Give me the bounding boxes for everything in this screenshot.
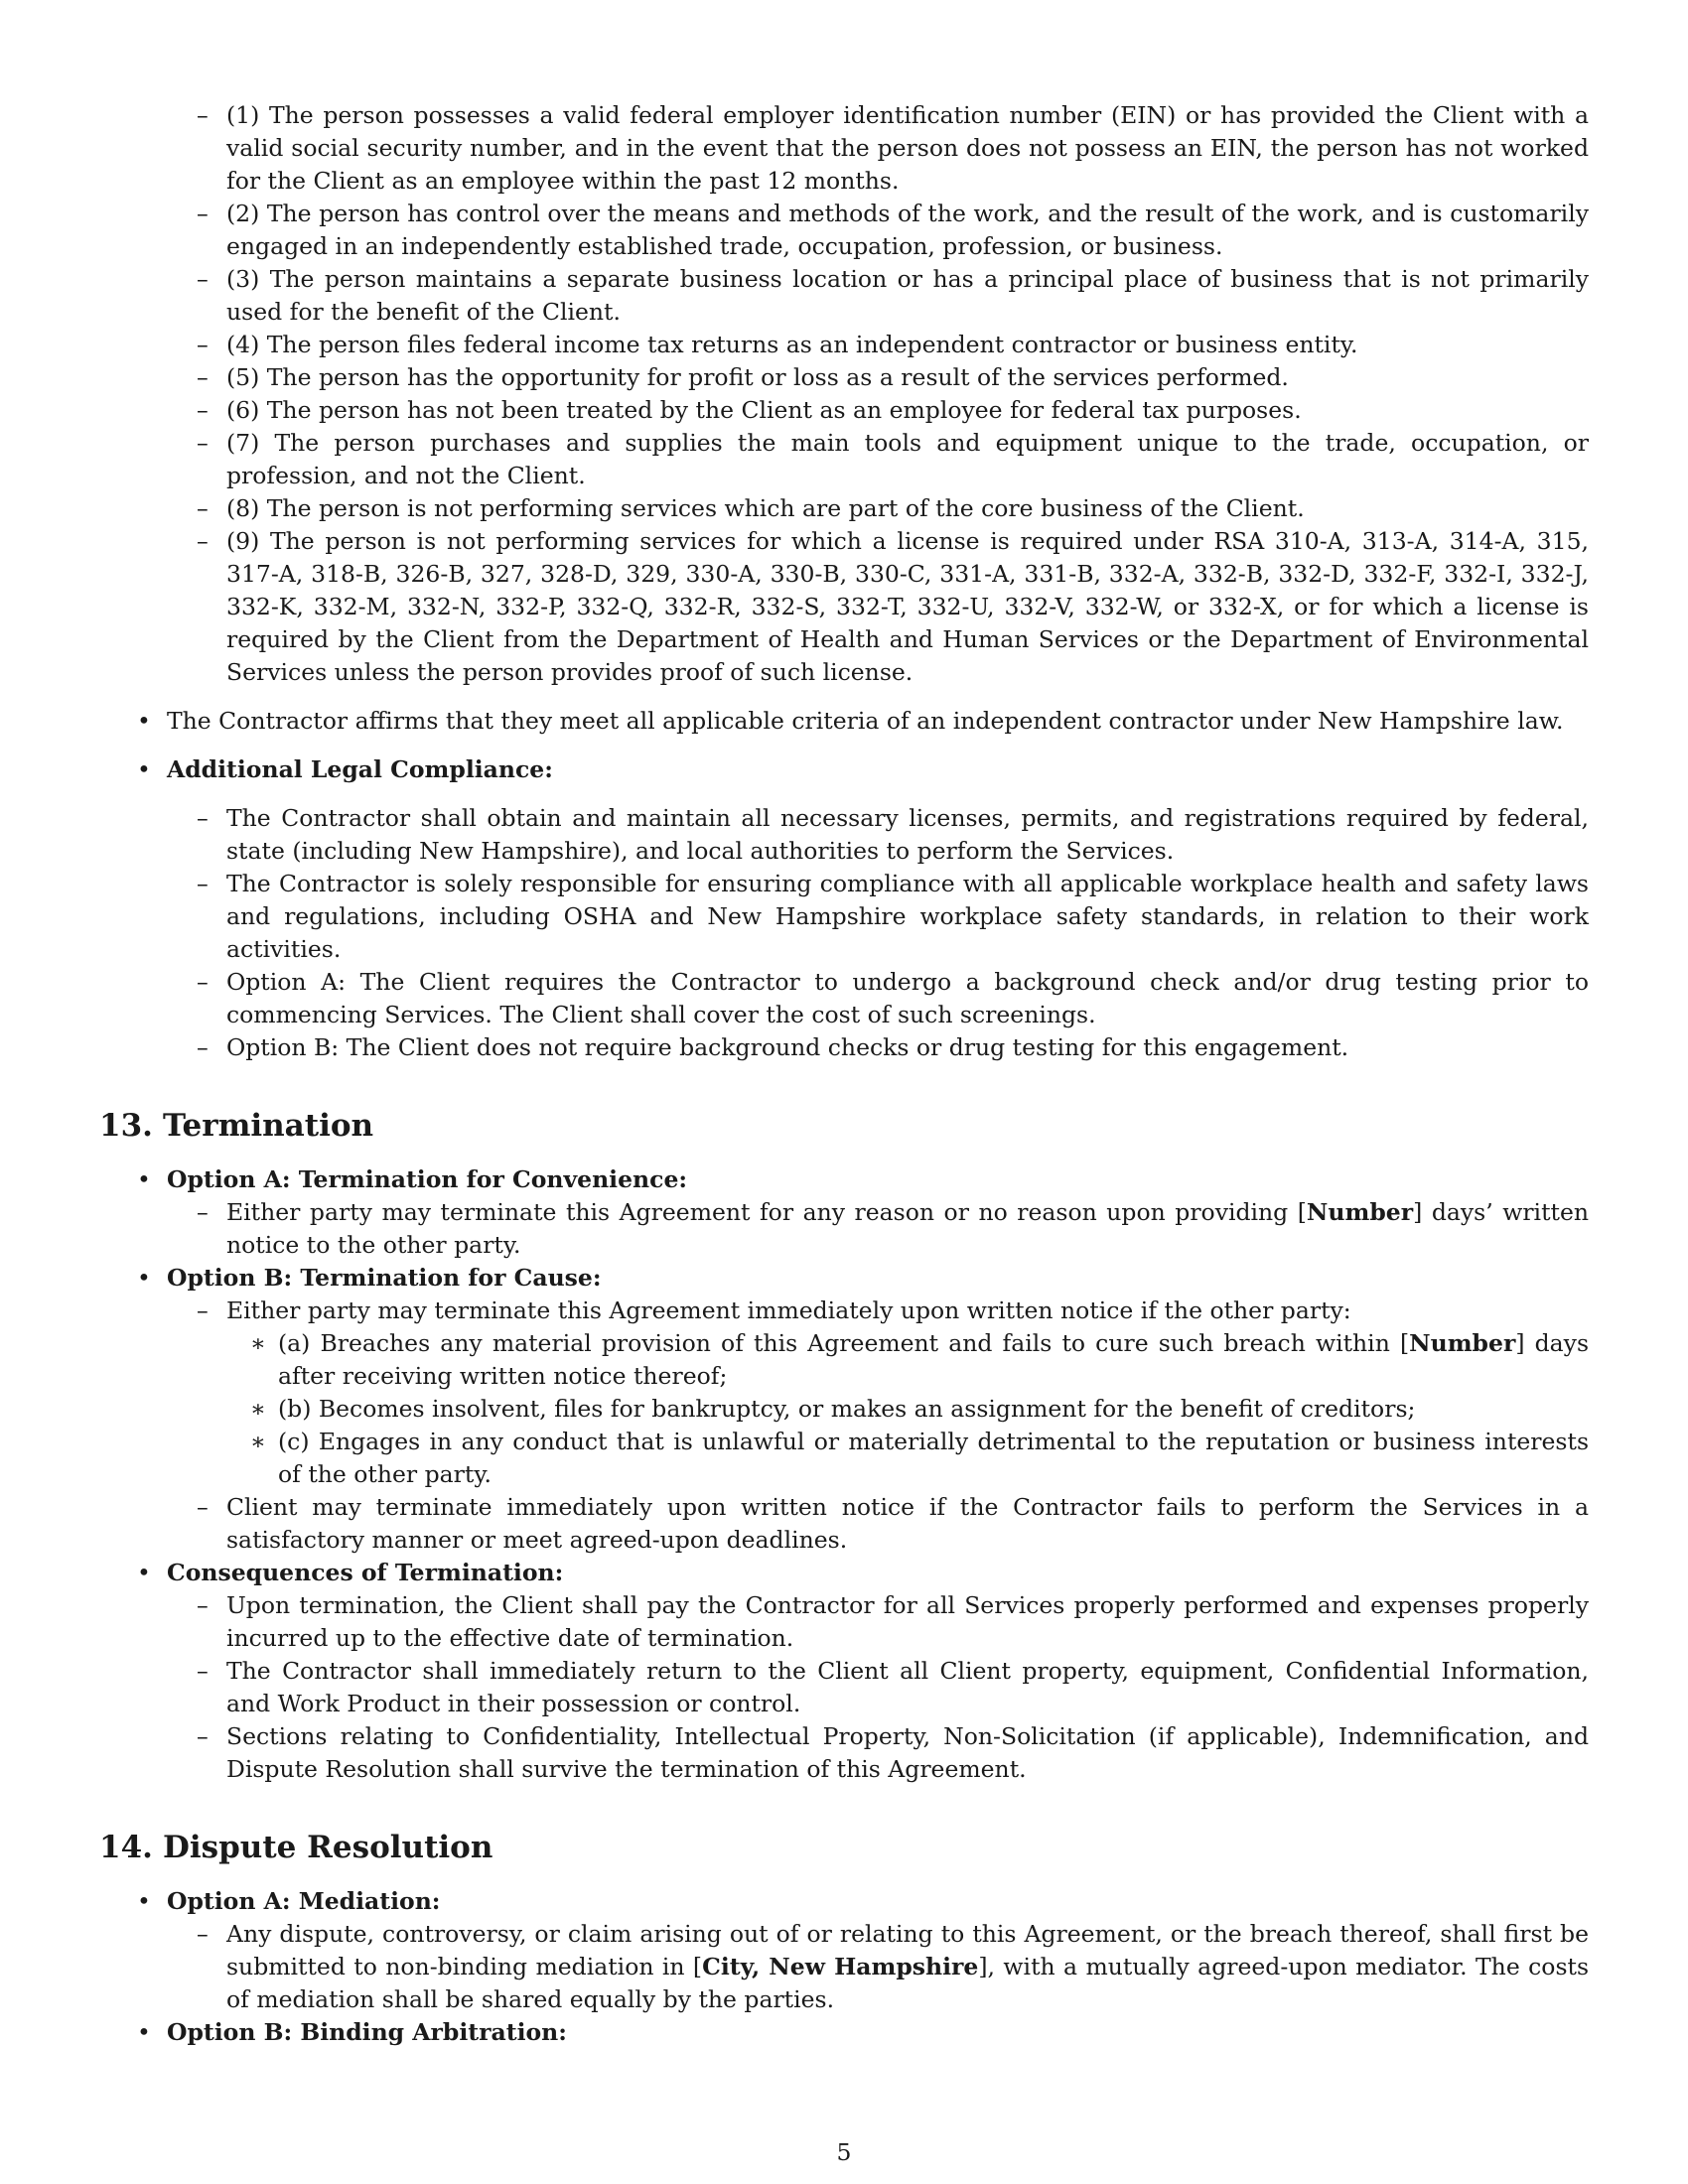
- bullet-marker: •: [137, 755, 151, 783]
- option-heading: Consequences of Termination:: [167, 1559, 564, 1586]
- dash-marker: –: [197, 101, 209, 129]
- criterion-text: (8) The person is not performing services which are part of the core business of the Client.: [226, 494, 1305, 522]
- option-heading: Option B: Termination for Cause:: [167, 1264, 602, 1292]
- section-title: Dispute Resolution: [163, 1830, 493, 1865]
- dash-marker: –: [197, 200, 209, 227]
- dash-marker: –: [197, 331, 209, 358]
- affirmation-item: [99, 705, 1589, 738]
- additional-compliance-item: [99, 753, 1589, 1064]
- criterion-text: (2) The person has control over the means and methods of the work, and the result of the work, and is customarily engaged in an independently established trade, occupation, profession, or business.: [226, 200, 1589, 260]
- compliance-safety: [99, 868, 1589, 966]
- text-part: (c) Engages in any conduct that is unlawful or materially detrimental to the reputation or business interests of the other party.: [278, 1428, 1589, 1488]
- bullet-marker: •: [137, 2018, 151, 2046]
- dash-marker: –: [197, 1493, 209, 1521]
- page-content: [99, 99, 1589, 2049]
- section-13-list: [99, 1163, 1589, 1786]
- criterion-text: (9) The person is not performing services for which a license is required under RSA 310-A, 313-A, 314-A, 315, 317-A, 318-B, 326-B, 327, 328-D, 329, 330-A, 330-B, 330-C, 331-A, 331-B, 332-A, 332-B, 332-D, 332-F, 332-I, 332-J, 332-K, 332-M, 332-N, 332-P, 332-Q, 332-R, 332-S, 332-T, 332-U, 332-V, 332-W, or 332-X, or for which a license is required by the Client from the Department of Health and Human Services or the Department of Environmental Services unless the person provides proof of such license.: [226, 527, 1589, 686]
- option-heading: Option A: Termination for Convenience:: [167, 1165, 688, 1193]
- section-number: 13.: [99, 1108, 153, 1144]
- placeholder-number: Number: [1306, 1198, 1414, 1226]
- independent-contractor-criteria-list: [99, 99, 1589, 689]
- text-part: ] days’ written notice to the other party.: [226, 1198, 1589, 1259]
- dispute-option-a: [99, 1885, 1589, 2016]
- criterion-2: [99, 198, 1589, 263]
- dash-marker: –: [197, 1920, 209, 1948]
- placeholder-city: City, New Hampshire: [702, 1953, 979, 1980]
- compliance-text: Option A: The Client requires the Contractor to undergo a background check and/or drug testing prior to commencing Services. The Client shall cover the cost of such screenings.: [226, 968, 1589, 1028]
- criterion-4: [99, 329, 1589, 361]
- section-13-heading: [99, 1106, 1589, 1146]
- dash-marker: –: [197, 968, 209, 996]
- criterion-text: (5) The person has the opportunity for profit or loss as a result of the services performed.: [226, 363, 1289, 391]
- compliance-licenses: [99, 802, 1589, 868]
- dash-marker: –: [197, 429, 209, 457]
- placeholder-number: Number: [1409, 1329, 1516, 1357]
- dash-marker: –: [197, 363, 209, 391]
- text-part: ] days after receiving written notice thereof;: [278, 1329, 1590, 1390]
- criterion-6: [99, 394, 1589, 427]
- criterion-text: (3) The person maintains a separate business location or has a principal place of business that is not primarily used for the benefit of the Client.: [226, 265, 1589, 326]
- dash-marker: –: [197, 1722, 209, 1750]
- dash-marker: –: [197, 1591, 209, 1619]
- additional-compliance-list: [167, 802, 1589, 1064]
- criterion-3: [99, 263, 1589, 329]
- criterion-9: [99, 525, 1589, 689]
- compliance-text: The Contractor shall obtain and maintain all necessary licenses, permits, and registrations required by federal, state (including New Hampshire), and local authorities to perform the Services.: [226, 804, 1589, 865]
- dash-marker: –: [197, 396, 209, 424]
- compliance-option-a: [99, 966, 1589, 1031]
- criterion-text: (1) The person possesses a valid federal employer identification number (EIN) or has provided the Client with a valid social security number, and in the event that the person does not possess an EIN, the person has not worked for the Client as an employee within the past 12 months.: [226, 101, 1589, 195]
- cause-b: [99, 1393, 1589, 1426]
- cause-intro: [99, 1295, 1589, 1491]
- section-title: Termination: [163, 1108, 374, 1144]
- affirmation-text: The Contractor affirms that they meet all applicable criteria of an independent contractor under New Hampshire law.: [167, 707, 1564, 735]
- termination-option-a: [99, 1163, 1589, 1262]
- dash-marker: –: [197, 1297, 209, 1324]
- criterion-8: [99, 492, 1589, 525]
- cause-a: [99, 1327, 1589, 1393]
- convenience-text: [99, 1196, 1589, 1262]
- text-part: Either party may terminate this Agreement immediately upon written notice if the other party:: [226, 1297, 1351, 1324]
- bullet-marker: •: [137, 1165, 151, 1193]
- star-marker: ∗: [250, 1329, 266, 1357]
- option-heading: Option B: Binding Arbitration:: [167, 2018, 567, 2046]
- criterion-text: (4) The person files federal income tax returns as an independent contractor or business entity.: [226, 331, 1358, 358]
- consequence-1: [99, 1589, 1589, 1655]
- dash-marker: –: [197, 1657, 209, 1685]
- criterion-text: (6) The person has not been treated by the Client as an employee for federal tax purposes.: [226, 396, 1302, 424]
- termination-consequences: [99, 1557, 1589, 1786]
- text-part: (b) Becomes insolvent, files for bankruptcy, or makes an assignment for the benefit of creditors;: [278, 1395, 1416, 1423]
- bullet-marker: •: [137, 1887, 151, 1915]
- text-part: (a) Breaches any material provision of this Agreement and fails to cure such breach within [: [278, 1329, 1410, 1357]
- section-number: 14.: [99, 1830, 153, 1865]
- star-marker: ∗: [250, 1395, 266, 1423]
- compliance-text: Option B: The Client does not require background checks or drug testing for this engagement.: [226, 1033, 1349, 1061]
- text-part: Either party may terminate this Agreement for any reason or no reason upon providing [: [226, 1198, 1307, 1226]
- text-part: ], with a mutually agreed-upon mediator. The costs of mediation shall be shared equally by the parties.: [226, 1953, 1590, 2013]
- consequence-2: [99, 1655, 1589, 1720]
- mediation-text: [99, 1918, 1589, 2016]
- section-14-heading: [99, 1828, 1589, 1867]
- termination-option-b: [99, 1262, 1589, 1557]
- text-part: Sections relating to Confidentiality, Intellectual Property, Non-Solicitation (if applicable), Indemnification, and Dispute Resolution shall survive the termination of this Agreement.: [226, 1722, 1589, 1783]
- bullet-marker: •: [137, 1559, 151, 1586]
- dash-marker: –: [197, 265, 209, 293]
- dispute-option-b: [99, 2016, 1589, 2049]
- consequence-3: [99, 1720, 1589, 1786]
- cause-c: [99, 1426, 1589, 1491]
- client-termination: [99, 1491, 1589, 1557]
- section-14-list: [99, 1885, 1589, 2049]
- criterion-1: [99, 99, 1589, 198]
- bullet-marker: •: [137, 1264, 151, 1292]
- compliance-text: The Contractor is solely responsible for ensuring compliance with all applicable workplace health and safety laws and regulations, including OSHA and New Hampshire workplace safety standards, in relation to their work activities.: [226, 870, 1589, 963]
- text-part: Any dispute, controversy, or claim arising out of or relating to this Agreement, or the breach thereof, shall first be submitted to non-binding mediation in [: [226, 1920, 1589, 1980]
- bullet-marker: •: [137, 707, 151, 735]
- additional-compliance-heading: Additional Legal Compliance:: [167, 755, 553, 783]
- criterion-text: (7) The person purchases and supplies the main tools and equipment unique to the trade, occupation, or profession, and not the Client.: [226, 429, 1589, 489]
- text-part: Upon termination, the Client shall pay the Contractor for all Services properly performed and expenses properly incurred up to the effective date of termination.: [226, 1591, 1589, 1652]
- dash-marker: –: [197, 870, 209, 897]
- compliance-option-b: [99, 1031, 1589, 1064]
- option-heading: Option A: Mediation:: [167, 1887, 441, 1915]
- dash-marker: –: [197, 527, 209, 555]
- criterion-5: [99, 361, 1589, 394]
- page-number: 5: [836, 2138, 852, 2166]
- text-part: The Contractor shall immediately return to the Client all Client property, equipment, Confidential Information, and Work Product in their possession or control.: [226, 1657, 1589, 1717]
- dash-marker: –: [197, 804, 209, 832]
- star-marker: ∗: [250, 1428, 266, 1455]
- criterion-7: [99, 427, 1589, 492]
- dash-marker: –: [197, 1198, 209, 1226]
- dash-marker: –: [197, 494, 209, 522]
- text-part: Client may terminate immediately upon written notice if the Contractor fails to perform the Services in a satisfactory manner or meet agreed-upon deadlines.: [226, 1493, 1589, 1554]
- dash-marker: –: [197, 1033, 209, 1061]
